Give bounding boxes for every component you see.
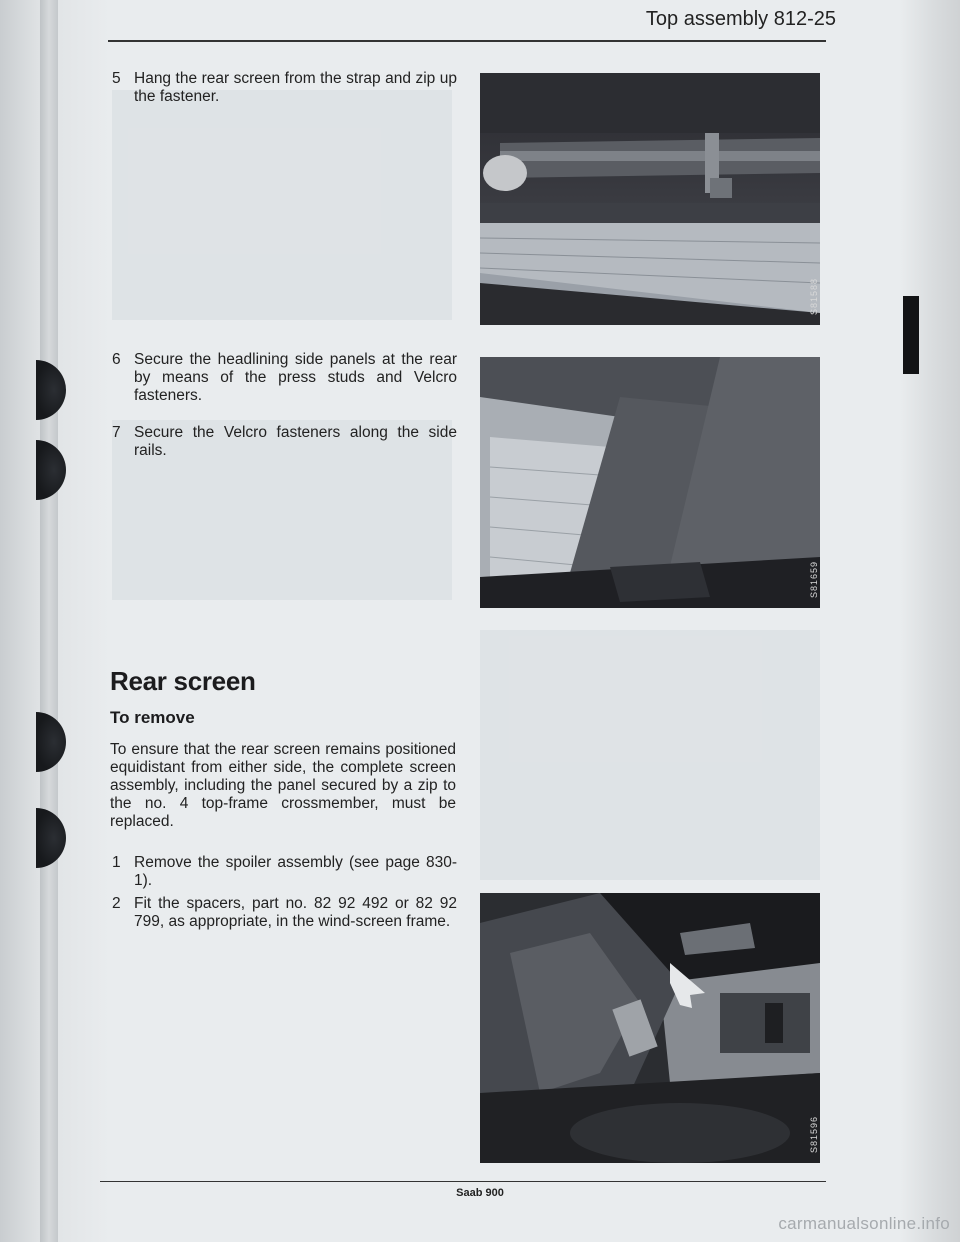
photo-windscreen-spacer — [480, 893, 820, 1163]
page-right-edge — [900, 0, 960, 1242]
photo-code: S81596 — [809, 1115, 819, 1153]
section-paragraph: To ensure that the rear screen remains positioned equidistant from either side, the complete screen assembly, including the panel secured by a zip to the no. 4 top-frame crossmember, must be replaced. — [110, 741, 456, 830]
show-through-panel — [112, 90, 452, 320]
step-text: Fit the spacers, part no. 82 92 492 or 82 92 799, as appropriate, in the wind-screen frame. — [134, 895, 457, 930]
page-title: Top assembly 812-25 — [645, 8, 836, 30]
step-text: Secure the Velcro fasteners along the side rails. — [134, 424, 457, 459]
step-item — [112, 424, 457, 460]
step-item — [112, 70, 457, 106]
step-text: Secure the headlining side panels at the rear by means of the press studs and Velcro fasteners. — [134, 351, 457, 404]
step-item — [112, 895, 457, 931]
step-number: 5 — [112, 70, 121, 87]
section-heading: Rear screen — [110, 666, 256, 696]
photo-headlining-panel — [480, 357, 820, 608]
photo-illustration — [480, 357, 820, 608]
photo-code: S81659 — [809, 560, 819, 598]
photo-rear-screen-zip — [480, 73, 820, 325]
footer-rule — [100, 1181, 826, 1182]
show-through-panel — [480, 630, 820, 880]
photo-illustration — [480, 73, 820, 325]
step-number: 2 — [112, 895, 121, 912]
watermark: carmanualsonline.info — [778, 1214, 950, 1233]
step-number: 7 — [112, 424, 121, 441]
step-item — [112, 854, 457, 890]
step-text: Remove the spoiler assembly (see page 830-1). — [134, 854, 457, 889]
header-rule — [108, 40, 826, 42]
step-number: 6 — [112, 351, 121, 368]
section-tab-marker — [903, 296, 919, 374]
photo-code: S81588 — [809, 277, 819, 315]
binder-strip — [40, 0, 58, 1242]
step-text: Hang the rear screen from the strap and zip up the fastener. — [134, 70, 457, 105]
step-item — [112, 351, 457, 405]
step-number: 1 — [112, 854, 121, 871]
footer-brand: Saab 900 — [456, 1187, 504, 1199]
photo-illustration — [480, 893, 820, 1163]
section-subheading: To remove — [110, 708, 195, 727]
